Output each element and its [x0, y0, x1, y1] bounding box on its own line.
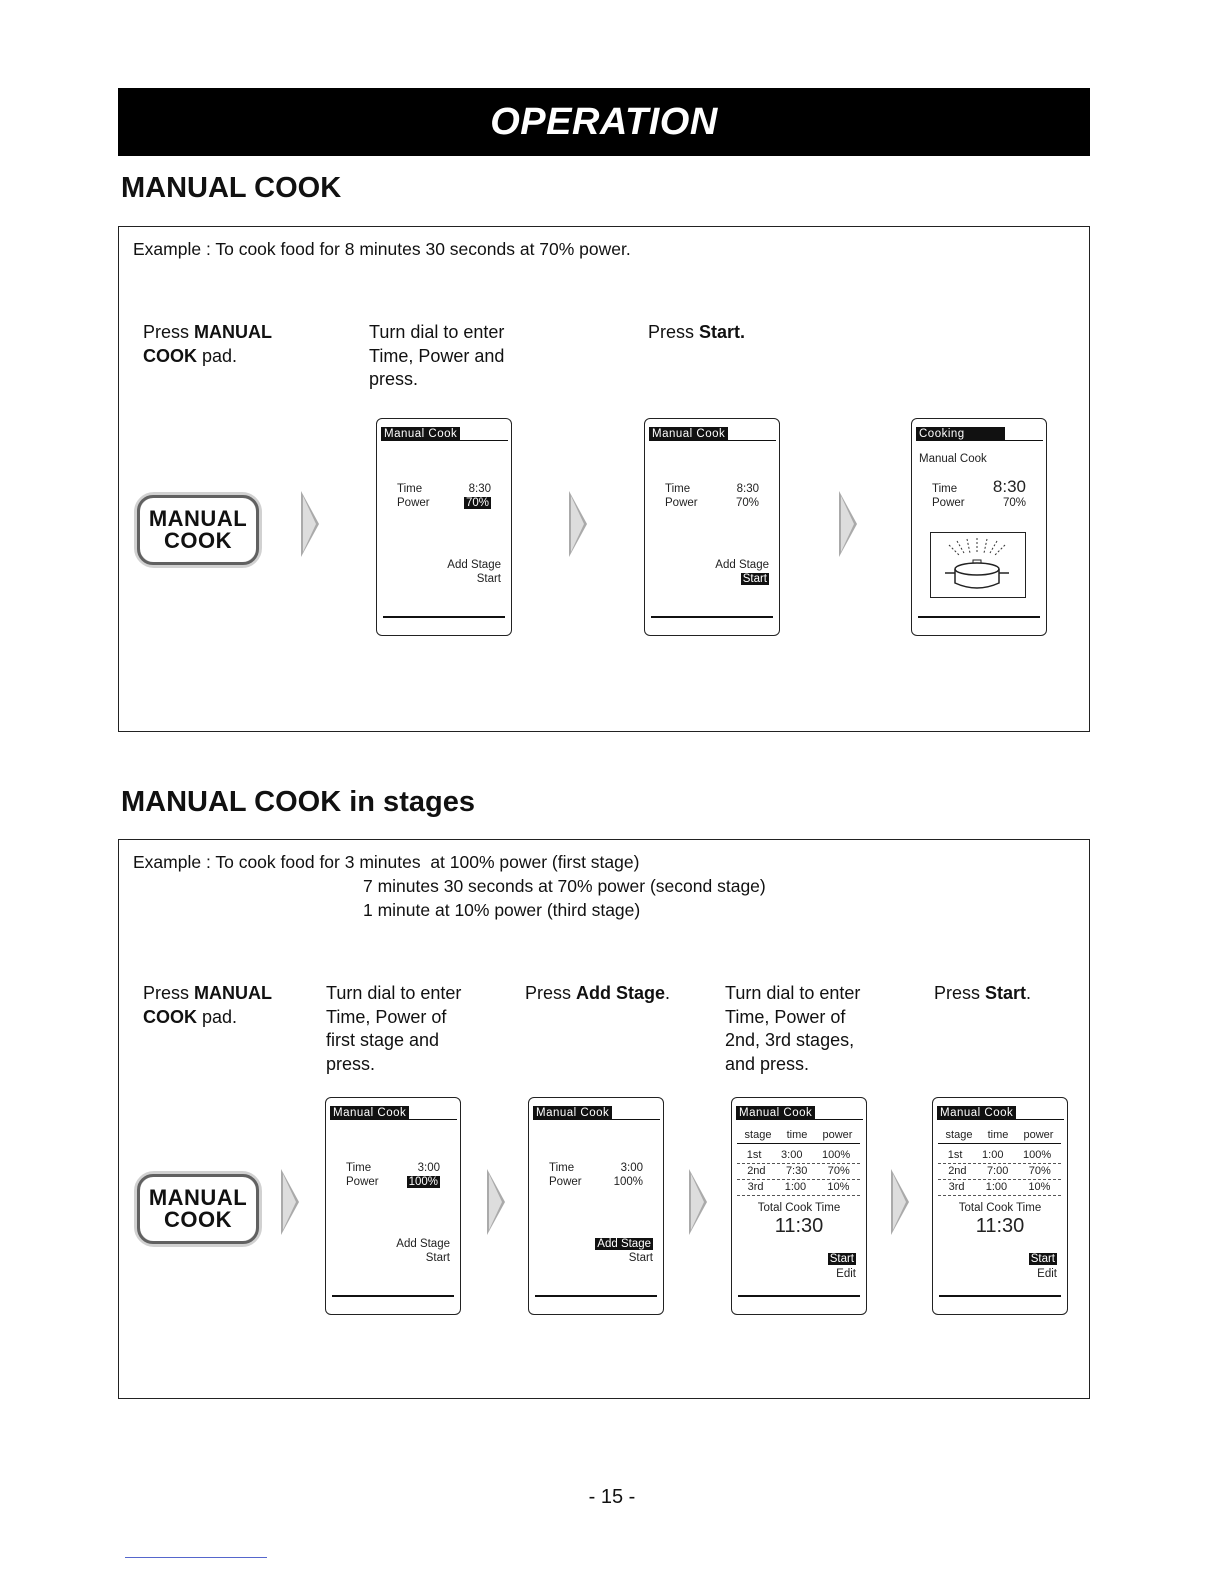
time-label: Time: [665, 483, 691, 495]
cooking-pot-icon: [930, 532, 1026, 598]
total-cook-time-label: Total Cook Time: [958, 1202, 1042, 1214]
manual-cook-stages-box: [118, 839, 1090, 1399]
screen-subtitle: Manual Cook: [919, 453, 987, 465]
power-label: Power: [549, 1176, 582, 1188]
edit-option: Edit: [836, 1268, 856, 1280]
time-value: 3:00: [417, 1162, 440, 1174]
manual-cook-stages-heading: MANUAL COOK in stages: [121, 786, 475, 818]
time-value: 8:30: [468, 483, 491, 495]
arrow-icon: [839, 491, 857, 557]
add-stage-option: Add Stage: [396, 1238, 450, 1250]
table-header: stage time power: [938, 1128, 1061, 1144]
start-option-highlighted: Start: [829, 1253, 854, 1265]
screen-title: Manual Cook: [736, 1106, 815, 1120]
arrow-icon: [689, 1169, 707, 1235]
display-screen-stage-summary: [731, 1097, 867, 1315]
screen-title: Manual Cook: [381, 427, 460, 441]
display-screen-time-power: [376, 418, 512, 636]
display-screen-cooking: [911, 418, 1047, 636]
total-cook-time-value: 11:30: [975, 1215, 1025, 1237]
add-stage-option: Add Stage: [447, 559, 501, 571]
power-label: Power: [665, 497, 698, 509]
stage-table: [938, 1128, 1061, 1196]
step-press-manual-cook: Press MANUAL COOK pad.: [143, 983, 273, 1027]
screen-title: Manual Cook: [937, 1106, 1016, 1120]
display-screen-start: [644, 418, 780, 636]
power-value: 70%: [735, 497, 759, 509]
step-turn-dial-next-stages: Turn dial to enter Time, Power of 2nd, 3rd stages, and press.: [725, 983, 861, 1074]
display-screen-stage-summary-start: [932, 1097, 1068, 1315]
banner-title: OPERATION: [490, 100, 718, 143]
power-label: Power: [932, 497, 965, 509]
table-row: 3rd 1:00 10%: [737, 1180, 860, 1196]
time-label: Time: [346, 1162, 372, 1174]
power-label: Power: [346, 1176, 379, 1188]
arrow-icon: [569, 491, 587, 557]
power-value-highlighted: 70%: [465, 497, 489, 509]
operation-banner: [118, 88, 1090, 156]
edit-option: Edit: [1037, 1268, 1057, 1280]
step-press-add-stage: Press Add Stage.: [525, 983, 671, 1003]
power-value: 70%: [1002, 497, 1026, 509]
screen-title: Cooking: [916, 427, 1005, 441]
time-value: 8:30: [992, 477, 1026, 496]
footer-rule: [125, 1557, 267, 1558]
example-text-line1: Example : To cook food for 3 minutes at 100% power (first stage): [133, 852, 640, 872]
step-press-start: Press Start.: [648, 322, 746, 342]
screen-title: Manual Cook: [330, 1106, 409, 1120]
step-turn-dial-first-stage: Turn dial to enter Time, Power of first stage and press.: [326, 983, 462, 1074]
power-value: 100%: [613, 1176, 643, 1188]
start-option: Start: [476, 573, 501, 585]
screen-title: Manual Cook: [533, 1106, 612, 1120]
time-label: Time: [397, 483, 423, 495]
example-text: Example : To cook food for 8 minutes 30 seconds at 70% power.: [133, 239, 631, 259]
table-row: 2nd 7:00 70%: [938, 1164, 1061, 1180]
step-press-start: Press Start.: [934, 983, 1032, 1003]
page-number: - 15 -: [588, 1486, 636, 1508]
table-header: stage time power: [737, 1128, 860, 1144]
time-label: Time: [932, 483, 958, 495]
start-option: Start: [425, 1252, 450, 1264]
start-option: Start: [628, 1252, 653, 1264]
step-press-manual-cook: Press MANUAL COOK pad.: [143, 322, 273, 366]
time-value: 8:30: [736, 483, 759, 495]
stage-table: [737, 1128, 860, 1196]
step-turn-dial: Turn dial to enter Time, Power and press.: [369, 322, 505, 389]
manual-cook-heading: MANUAL COOK: [121, 172, 342, 204]
table-row: 1st 3:00 100%: [737, 1148, 860, 1164]
display-screen-add-stage: [528, 1097, 664, 1315]
arrow-icon: [281, 1169, 299, 1235]
example-text-line3: 1 minute at 10% power (third stage): [363, 900, 641, 920]
power-value-highlighted: 100%: [408, 1176, 438, 1188]
time-label: Time: [549, 1162, 575, 1174]
power-label: Power: [397, 497, 430, 509]
start-option-highlighted: Start: [742, 573, 767, 585]
manual-cook-button[interactable]: MANUAL COOK: [137, 495, 259, 565]
table-row: 1st 1:00 100%: [938, 1148, 1061, 1164]
time-value: 3:00: [620, 1162, 643, 1174]
arrow-icon: [301, 491, 319, 557]
manual-cook-button[interactable]: MANUAL COOK: [137, 1174, 259, 1244]
total-cook-time-label: Total Cook Time: [757, 1202, 841, 1214]
total-cook-time-value: 11:30: [774, 1215, 824, 1237]
start-option-highlighted: Start: [1030, 1253, 1055, 1265]
add-stage-option-highlighted: Add Stage: [597, 1238, 651, 1250]
manual-cook-box: [118, 226, 1090, 732]
add-stage-option: Add Stage: [715, 559, 769, 571]
arrow-icon: [891, 1169, 909, 1235]
table-row: 2nd 7:30 70%: [737, 1164, 860, 1180]
table-row: 3rd 1:00 10%: [938, 1180, 1061, 1196]
screen-title: Manual Cook: [649, 427, 728, 441]
display-screen-first-stage: [325, 1097, 461, 1315]
example-text-line2: 7 minutes 30 seconds at 70% power (second stage): [363, 876, 766, 896]
arrow-icon: [487, 1169, 505, 1235]
